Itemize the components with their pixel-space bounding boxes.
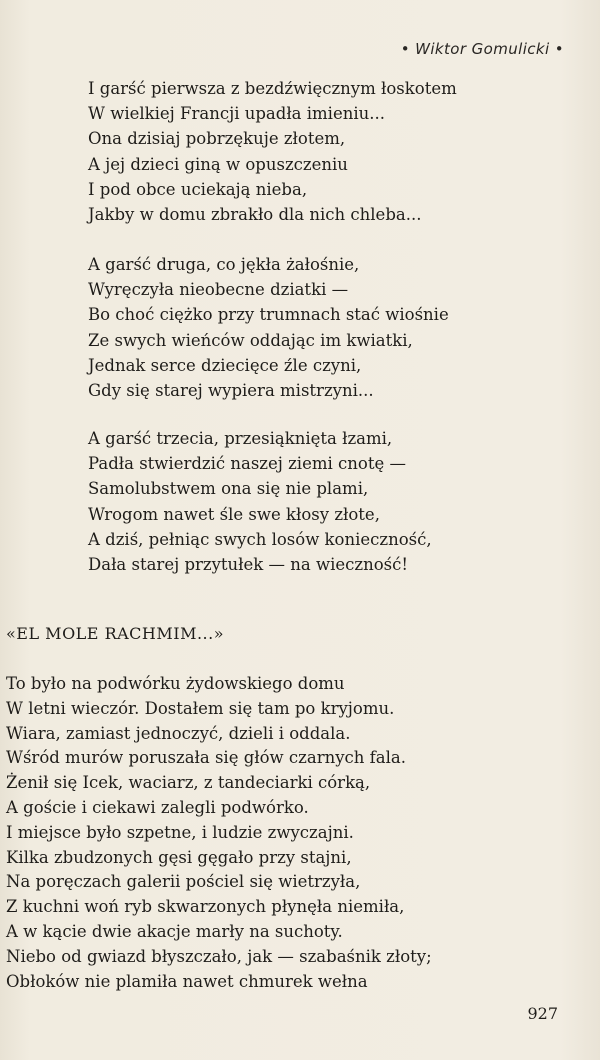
poem-line: Na poręczach galerii pościel się wietrzyła,: [6, 872, 361, 892]
poem-line: W wielkiej Francji upadła imieniu...: [88, 104, 385, 124]
poem-line: I pod obce uciekają nieba,: [88, 179, 308, 199]
poem-line: A dziś, pełniąc swych losów konieczność,: [88, 529, 432, 549]
poem-stanza-2: [88, 252, 588, 403]
poem-line: Z kuchni woń ryb skwarzonych płynęła niemiła,: [6, 897, 405, 917]
page-number: 927: [527, 1004, 558, 1023]
poem-line: A w kącie dwie akacje marły na suchoty.: [6, 921, 343, 941]
poem-line: Samolubstwem ona się nie plami,: [88, 479, 369, 499]
poem-line: A garść druga, co jękła żałośnie,: [88, 255, 360, 274]
poem-line: A jej dzieci giną w opuszczeniu: [88, 154, 348, 174]
running-head: • Wiktor Gomulicki •: [400, 40, 564, 58]
poem-line: W letni wieczór. Dostałem się tam po kryjomu.: [6, 698, 395, 718]
poem-line: Kilka zbudzonych gęsi gęgało przy stajni,: [6, 847, 352, 867]
poem-line: I miejsce było szpetne, i ludzie zwyczajni.: [6, 822, 354, 842]
poem-line: Jednak serce dziecięce źle czyni,: [88, 355, 362, 375]
poem-line: Ze swych wieńców oddając im kwiatki,: [88, 330, 413, 350]
poem-line: To było na podwórku żydowskiego domu: [6, 674, 345, 693]
poem-line: I garść pierwsza z bezdźwięcznym łoskotem: [88, 79, 457, 98]
poem-line: A goście i ciekawi zalegli podwórko.: [6, 797, 309, 817]
poem-line: Żenił się Icek, waciarz, z tandeciarki córką,: [6, 773, 371, 793]
poem-line: Wiara, zamiast jednoczyć, dzieli i oddala.: [6, 723, 351, 743]
poem-stanza-3: [88, 426, 588, 577]
poem-line: Wyręczyła nieobecne dziatki —: [88, 280, 349, 300]
poem-line: Ona dzisiaj pobrzękuje złotem,: [88, 129, 346, 149]
poem-line: Bo choć ciężko przy trumnach stać wiośnie: [88, 305, 449, 325]
poem-line: Jakby w domu zbrakło dla nich chleba...: [88, 205, 422, 225]
poem-stanza-1: [88, 76, 588, 227]
poem-line: Dała starej przytułek — na wieczność!: [88, 555, 408, 575]
poem-body: [6, 672, 566, 994]
poem-line: Niebo od gwiazd błyszczało, jak — szabaśnik złoty;: [6, 946, 432, 966]
poem-line: Wrogom nawet śle swe kłosy złote,: [88, 504, 380, 524]
poem-line: Obłoków nie plamiła nawet chmurek wełna: [6, 971, 368, 991]
poem-line: Wśród murów poruszała się głów czarnych fala.: [6, 748, 406, 768]
poem-line: Padła stwierdzić naszej ziemi cnotę —: [88, 454, 406, 474]
poem-title: «EL MOLE RACHMIM...»: [6, 624, 224, 643]
poem-line: Gdy się starej wypiera mistrzyni...: [88, 381, 374, 401]
poem-line: A garść trzecia, przesiąknięta łzami,: [88, 429, 393, 448]
